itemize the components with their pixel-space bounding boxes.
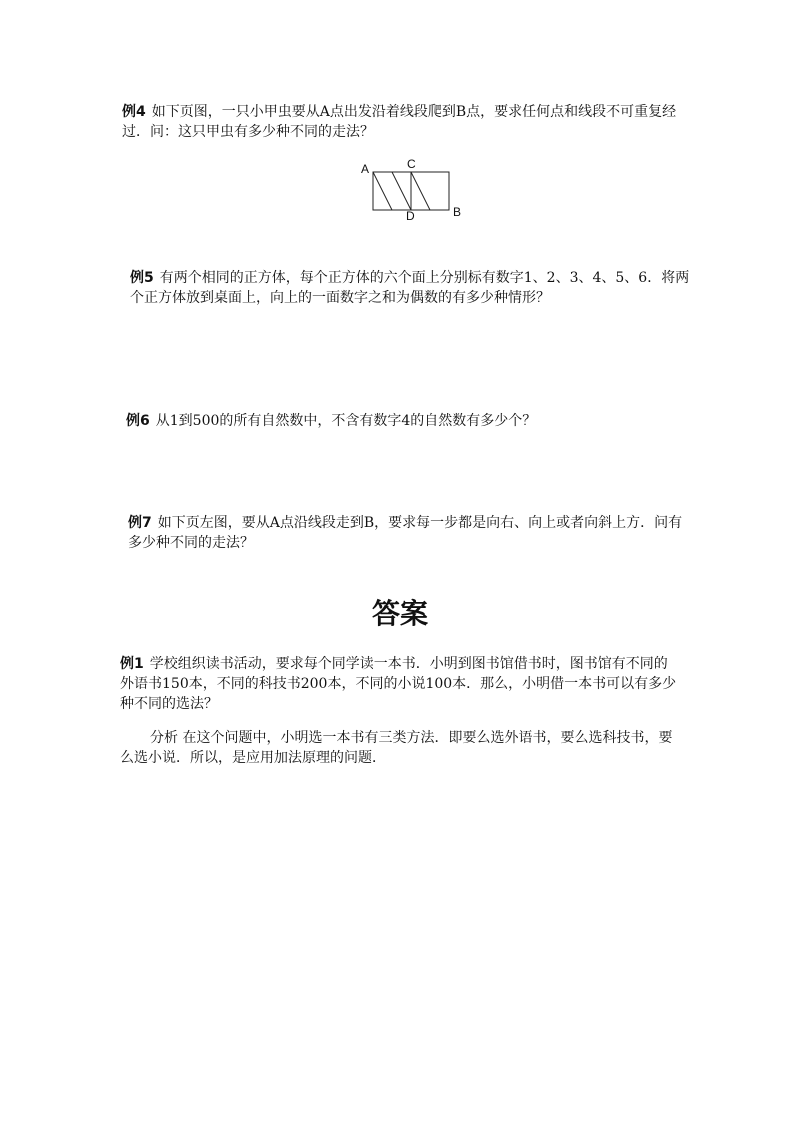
example-5-label: 例5	[130, 270, 154, 286]
example-5-text: 有两个相同的正方体，每个正方体的六个面上分别标有数字1、2、3、4、5、6．将两个正方体放到桌面上，向上的一面数字之和为偶数的有多少种情形？	[130, 270, 690, 306]
example-4-label: 例4	[122, 104, 146, 120]
answer-heading: 答案	[371, 597, 428, 630]
answer-example-1-label: 例1	[120, 656, 144, 672]
example-4	[122, 102, 682, 142]
figure-diagonal-1	[373, 172, 392, 210]
point-a-label: A	[361, 162, 370, 176]
example-7-label: 例7	[128, 515, 152, 531]
example-6-label: 例6	[126, 413, 150, 429]
example-7	[128, 513, 688, 553]
point-b-label: B	[453, 205, 462, 219]
figure-diagonal-2	[392, 172, 411, 210]
example-7-text: 如下页左图，要从A点沿线段走到B，要求每一步都是向右、向上或者向斜上方．问有多少种不同的走法？	[128, 515, 683, 551]
answer-example-1	[120, 654, 680, 714]
example-5	[130, 268, 690, 308]
answer-example-1-analysis: 分析 在这个问题中，小明选一本书有三类方法．即要么选外语书，要么选科技书，要么选小说．所以，是应用加法原理的问题．	[120, 730, 673, 766]
point-c-label: C	[407, 157, 416, 171]
figure-diagonal-3	[411, 172, 430, 210]
point-d-label: D	[406, 209, 415, 222]
answer-example-1-text: 学校组织读书活动，要求每个同学读一本书．小明到图书馆借书时，图书馆有不同的外语书150本，不同的科技书200本，不同的小说100本．那么，小明借一本书可以有多少种不同的选法？	[120, 656, 677, 712]
example-6	[126, 411, 686, 431]
example-6-text: 从1到500的所有自然数中，不含有数字4的自然数有多少个？	[155, 413, 537, 429]
example-4-text: 如下页图，一只小甲虫要从A点出发沿着线段爬到B点，要求任何点和线段不可重复经过．问：这只甲虫有多少种不同的走法？	[122, 104, 677, 140]
example-4-figure	[355, 156, 475, 222]
